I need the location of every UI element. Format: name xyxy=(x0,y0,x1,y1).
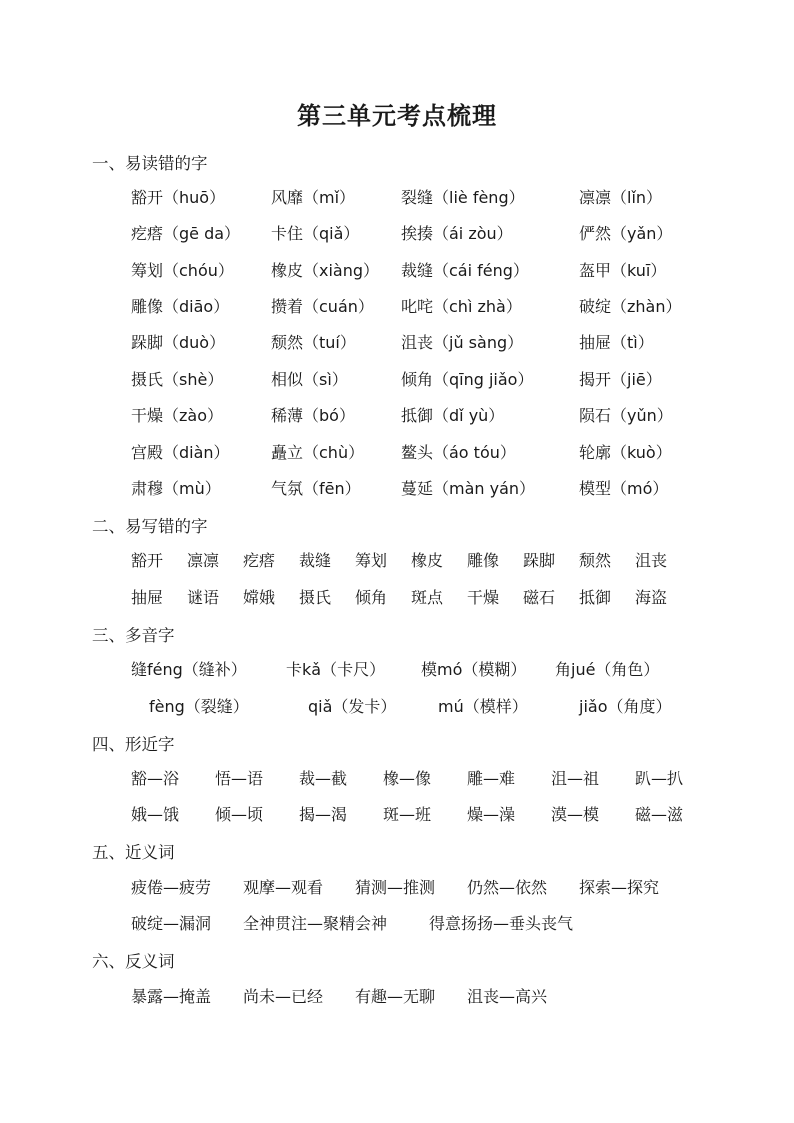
list-item: 轮廓（kuò） xyxy=(579,443,672,462)
list-item: 悟—语 xyxy=(215,769,264,788)
section-heading-synonyms: 五、近义词 xyxy=(92,843,175,862)
list-item: 疙瘩 xyxy=(243,551,276,570)
list-item: 橡皮（xiàng） xyxy=(271,261,380,280)
list-item: 鳌头（áo tóu） xyxy=(401,443,516,462)
list-item: 沮丧—高兴 xyxy=(467,987,548,1006)
list-item: 沮丧 xyxy=(635,551,668,570)
list-item: 娥—饿 xyxy=(131,805,180,824)
list-item: 筹划（chóu） xyxy=(131,261,234,280)
list-item: 磁—滋 xyxy=(635,805,684,824)
list-item: 颓然（tuí） xyxy=(271,333,356,352)
list-item: 筹划 xyxy=(355,551,388,570)
list-item: 盔甲（kuī） xyxy=(579,261,667,280)
list-item: 裁缝（cái féng） xyxy=(401,261,529,280)
list-item: 磁石 xyxy=(523,588,556,607)
list-item: mú（模样） xyxy=(438,697,528,716)
list-item: 豁开 xyxy=(131,551,164,570)
list-item: 尚未—已经 xyxy=(243,987,324,1006)
list-item: 仍然—依然 xyxy=(467,878,548,897)
list-item: 缝féng（缝补） xyxy=(131,660,247,679)
list-item: 俨然（yǎn） xyxy=(579,224,673,243)
section-heading-antonyms: 六、反义词 xyxy=(92,952,175,971)
list-item: 蔓延（màn yán） xyxy=(401,479,536,498)
list-item: 角jué（角色） xyxy=(555,660,660,679)
list-item: 揭—渴 xyxy=(299,805,348,824)
list-item: 陨石（yǔn） xyxy=(579,406,673,425)
list-item: 海盗 xyxy=(635,588,668,607)
list-item: 摄氏 xyxy=(299,588,332,607)
section-heading-easy-miswrite: 二、易写错的字 xyxy=(92,517,208,536)
list-item: 观摩—观看 xyxy=(243,878,324,897)
list-item: 抽屉（tì） xyxy=(579,333,654,352)
list-item: 揭开（jiē） xyxy=(579,370,662,389)
list-item: 破绽—漏洞 xyxy=(131,914,212,933)
list-item: 叱咤（chì zhà） xyxy=(401,297,522,316)
list-item: 稀薄（bó） xyxy=(271,406,355,425)
list-item: 颓然 xyxy=(579,551,612,570)
list-item: 裁—截 xyxy=(299,769,348,788)
list-item: 沮丧（jǔ sàng） xyxy=(401,333,524,352)
list-item: 有趣—无聊 xyxy=(355,987,436,1006)
list-item: 疙瘩（gē da） xyxy=(131,224,241,243)
list-item: 模mó（模糊） xyxy=(421,660,527,679)
section-heading-similar-shape: 四、形近字 xyxy=(92,735,175,754)
list-item: 倾—顷 xyxy=(215,805,264,824)
list-item: 趴—扒 xyxy=(635,769,684,788)
list-item: 矗立（chù） xyxy=(271,443,365,462)
list-item: 沮—祖 xyxy=(551,769,600,788)
list-item: 倾角 xyxy=(355,588,388,607)
list-item: 裁缝 xyxy=(299,551,332,570)
list-item: 挨揍（ái zòu） xyxy=(401,224,513,243)
list-item: jiǎo（角度） xyxy=(579,697,672,716)
section-heading-easy-misread: 一、易读错的字 xyxy=(92,154,208,173)
list-item: 嫦娥 xyxy=(243,588,276,607)
list-item: 雕—难 xyxy=(467,769,516,788)
list-item: 疲倦—疲劳 xyxy=(131,878,212,897)
list-item: 风靡（mǐ） xyxy=(271,188,356,207)
list-item: 谜语 xyxy=(187,588,220,607)
list-item: 燥—澡 xyxy=(467,805,516,824)
list-item: 攒着（cuán） xyxy=(271,297,374,316)
list-item: 抽屉 xyxy=(131,588,164,607)
list-item: 卡kǎ（卡尺） xyxy=(286,660,386,679)
list-item: 凛凛 xyxy=(187,551,220,570)
list-item: 相似（sì） xyxy=(271,370,348,389)
page-title: 第三单元考点梳理 xyxy=(297,101,497,130)
list-item: 斑点 xyxy=(411,588,444,607)
list-item: 破绽（zhàn） xyxy=(579,297,682,316)
list-item: 气氛（fēn） xyxy=(271,479,361,498)
list-item: 肃穆（mù） xyxy=(131,479,221,498)
list-item: 斑—班 xyxy=(383,805,432,824)
list-item: 橡皮 xyxy=(411,551,444,570)
list-item: fèng（裂缝） xyxy=(149,697,249,716)
list-item: 跺脚 xyxy=(523,551,556,570)
list-item: 暴露—掩盖 xyxy=(131,987,212,1006)
list-item: 橡—像 xyxy=(383,769,432,788)
list-item: 卡住（qiǎ） xyxy=(271,224,360,243)
list-item: 雕像 xyxy=(467,551,500,570)
list-item: 抵御（dǐ yù） xyxy=(401,406,505,425)
list-item: 干燥（zào） xyxy=(131,406,223,425)
list-item: 干燥 xyxy=(467,588,500,607)
list-item: 豁开（huō） xyxy=(131,188,226,207)
list-item: 抵御 xyxy=(579,588,612,607)
list-item: 得意扬扬—垂头丧气 xyxy=(429,914,574,933)
list-item: 全神贯注—聚精会神 xyxy=(243,914,388,933)
list-item: 跺脚（duò） xyxy=(131,333,226,352)
list-item: 雕像（diāo） xyxy=(131,297,230,316)
list-item: 摄氏（shè） xyxy=(131,370,224,389)
list-item: 裂缝（liè fèng） xyxy=(401,188,525,207)
list-item: qiǎ（发卡） xyxy=(308,697,397,716)
list-item: 猜测—推测 xyxy=(355,878,436,897)
list-item: 宫殿（diàn） xyxy=(131,443,230,462)
list-item: 模型（mó） xyxy=(579,479,669,498)
list-item: 豁—浴 xyxy=(131,769,180,788)
list-item: 漠—模 xyxy=(551,805,600,824)
section-heading-polyphonic: 三、多音字 xyxy=(92,626,175,645)
list-item: 凛凛（lǐn） xyxy=(579,188,663,207)
list-item: 探索—探究 xyxy=(579,878,660,897)
list-item: 倾角（qīng jiǎo） xyxy=(401,370,534,389)
